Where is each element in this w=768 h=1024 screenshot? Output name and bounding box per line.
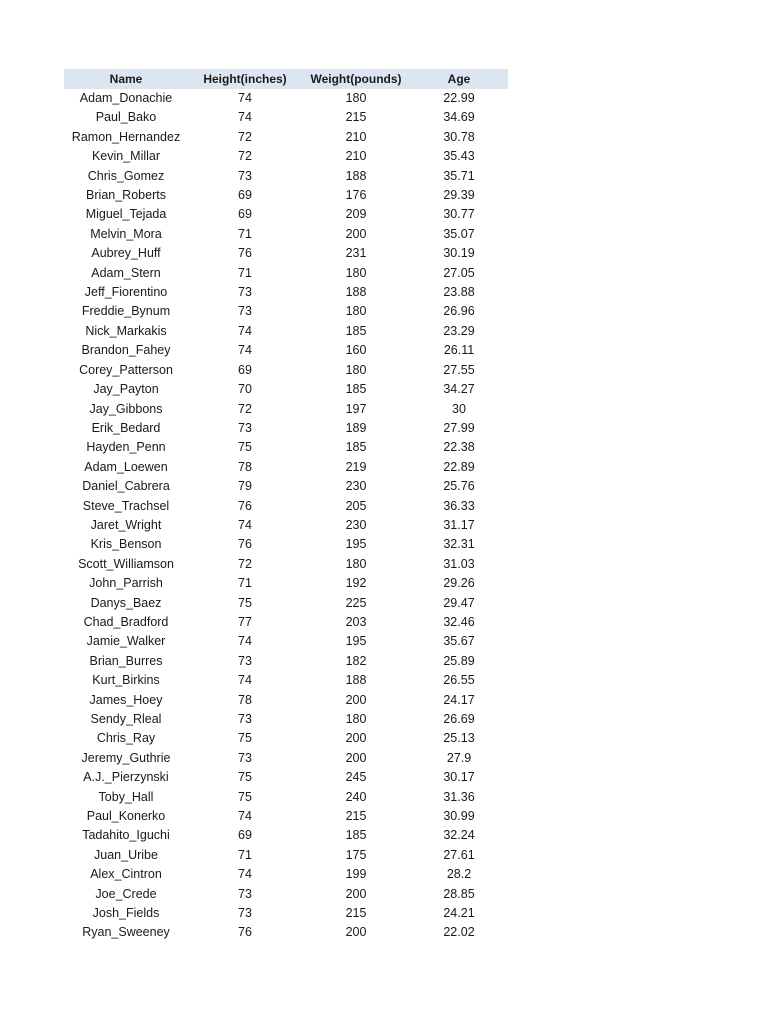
- table-row: [64, 225, 508, 244]
- cell-weight: 219: [345, 459, 367, 474]
- cell-weight: 210: [345, 149, 367, 164]
- cell-height: 73: [238, 712, 252, 726]
- table-row: [64, 477, 508, 496]
- cell-height: 73: [238, 750, 252, 765]
- cell-name: Brandon_Fahey: [81, 343, 171, 358]
- cell-weight: 160: [345, 343, 367, 358]
- cell-height: 74: [238, 343, 252, 358]
- cell-age: 30.77: [443, 207, 475, 222]
- cell-name: Juan_Uribe: [94, 847, 158, 862]
- table-row: [64, 264, 508, 283]
- cell-name: Jeff_Fiorentino: [84, 285, 168, 300]
- cell-height: 76: [238, 925, 252, 940]
- cell-height: 72: [238, 149, 252, 164]
- cell-height: 73: [238, 168, 252, 183]
- table-row: [64, 322, 508, 341]
- cell-height: 72: [238, 556, 252, 571]
- cell-age: 27.55: [443, 362, 475, 377]
- cell-height: 71: [238, 226, 252, 241]
- table-row: [64, 147, 508, 166]
- cell-name: Danys_Baez: [90, 595, 162, 610]
- cell-weight: 200: [345, 692, 367, 707]
- cell-height: 72: [238, 129, 252, 144]
- cell-name: John_Parrish: [89, 576, 163, 591]
- cell-height: 69: [238, 828, 252, 843]
- cell-age: 29.26: [443, 576, 475, 591]
- table-row: [64, 710, 508, 729]
- cell-age: 34.69: [443, 110, 475, 125]
- cell-weight: 209: [345, 207, 367, 222]
- cell-weight: 180: [345, 556, 367, 571]
- cell-name: Joe_Crede: [95, 886, 157, 901]
- table-row: [64, 283, 508, 302]
- table-row: [64, 419, 508, 438]
- cell-age: 29.39: [443, 188, 475, 203]
- cell-age: 23.29: [443, 323, 475, 338]
- cell-name: Kevin_Millar: [91, 149, 161, 164]
- cell-height: 75: [238, 595, 252, 610]
- table-row: [64, 923, 508, 942]
- cell-name: Brian_Burres: [89, 653, 163, 668]
- cell-age: 30.78: [443, 129, 475, 144]
- table-row: [64, 826, 508, 845]
- cell-name: Tadahito_Iguchi: [82, 828, 170, 843]
- table-row: [64, 788, 508, 807]
- cell-weight: 188: [345, 285, 367, 300]
- cell-height: 76: [238, 246, 252, 261]
- cell-age: 22.99: [443, 91, 475, 105]
- table-row: [64, 302, 508, 321]
- cell-age: 27.99: [443, 420, 475, 435]
- cell-age: 23.88: [443, 285, 475, 300]
- cell-height: 73: [238, 653, 252, 668]
- header-age: Age: [447, 72, 471, 86]
- cell-height: 76: [238, 537, 252, 552]
- cell-age: 28.85: [443, 886, 475, 901]
- cell-weight: 195: [345, 537, 367, 552]
- cell-height: 76: [238, 498, 252, 513]
- cell-weight: 230: [345, 479, 367, 494]
- cell-weight: 231: [345, 246, 367, 261]
- cell-name: Chris_Gomez: [87, 168, 165, 183]
- cell-name: Erik_Bedard: [91, 420, 161, 435]
- cell-name: Jay_Gibbons: [89, 401, 163, 416]
- cell-age: 31.17: [443, 517, 475, 532]
- cell-name: Freddie_Bynum: [81, 304, 171, 319]
- cell-name: Adam_Loewen: [84, 459, 168, 474]
- cell-age: 30: [452, 401, 466, 416]
- cell-name: Steve_Trachsel: [82, 498, 170, 513]
- cell-weight: 200: [345, 750, 367, 765]
- cell-name: Brian_Roberts: [86, 188, 166, 203]
- cell-weight: 245: [345, 770, 367, 785]
- cell-weight: 200: [345, 226, 367, 241]
- cell-weight: 240: [345, 789, 367, 804]
- table-row: [64, 768, 508, 787]
- cell-age: 30.19: [443, 246, 475, 261]
- table-row: [64, 652, 508, 671]
- cell-height: 71: [238, 847, 252, 862]
- cell-age: 27.9: [446, 750, 472, 765]
- table-row: [64, 729, 508, 748]
- header-row: [64, 69, 508, 89]
- cell-name: Toby_Hall: [98, 789, 154, 804]
- cell-age: 30.17: [443, 770, 475, 785]
- cell-name: Chris_Ray: [96, 731, 156, 746]
- cell-weight: 215: [345, 110, 367, 125]
- cell-weight: 205: [345, 498, 367, 513]
- table-row: [64, 186, 508, 205]
- cell-age: 26.96: [443, 304, 475, 319]
- table-row: [64, 632, 508, 651]
- cell-height: 74: [238, 323, 252, 338]
- cell-height: 75: [238, 770, 252, 785]
- cell-age: 26.69: [443, 712, 475, 726]
- table-row: [64, 613, 508, 632]
- cell-height: 74: [238, 110, 252, 125]
- header-weight: Weight(pounds): [310, 72, 402, 86]
- cell-age: 29.47: [443, 595, 475, 610]
- cell-weight: 199: [345, 867, 367, 882]
- table-row: [64, 904, 508, 923]
- cell-height: 71: [238, 576, 252, 591]
- cell-height: 72: [238, 401, 252, 416]
- cell-height: 74: [238, 634, 252, 649]
- table-row: [64, 594, 508, 613]
- cell-height: 69: [238, 188, 252, 203]
- cell-name: Josh_Fields: [92, 906, 160, 921]
- cell-weight: 180: [345, 265, 367, 280]
- table-row: [64, 535, 508, 554]
- cell-height: 71: [238, 265, 252, 280]
- cell-age: 35.43: [443, 149, 475, 164]
- cell-weight: 182: [345, 653, 367, 668]
- cell-weight: 215: [345, 809, 367, 824]
- table-row: [64, 574, 508, 593]
- cell-weight: 188: [345, 168, 367, 183]
- cell-height: 77: [238, 614, 252, 629]
- cell-weight: 188: [345, 673, 367, 688]
- cell-name: Corey_Patterson: [79, 362, 173, 377]
- cell-age: 22.89: [443, 459, 475, 474]
- table-row: [64, 438, 508, 457]
- cell-height: 74: [238, 867, 252, 882]
- cell-weight: 203: [345, 614, 367, 629]
- table-row: [64, 128, 508, 147]
- cell-height: 70: [238, 382, 252, 397]
- cell-weight: 197: [345, 401, 367, 416]
- table-row: [64, 749, 508, 768]
- cell-name: Sendy_Rleal: [90, 712, 162, 726]
- cell-name: Ramon_Hernandez: [71, 129, 181, 144]
- cell-age: 30.99: [443, 809, 475, 824]
- cell-name: Ryan_Sweeney: [82, 925, 170, 940]
- cell-age: 32.46: [443, 614, 475, 629]
- cell-age: 26.55: [443, 673, 475, 688]
- cell-height: 75: [238, 731, 252, 746]
- cell-height: 75: [238, 789, 252, 804]
- cell-age: 26.11: [443, 343, 475, 358]
- cell-age: 22.02: [443, 925, 475, 940]
- cell-height: 69: [238, 207, 252, 222]
- table-row: [64, 89, 508, 108]
- cell-height: 74: [238, 809, 252, 824]
- cell-name: Jeremy_Guthrie: [81, 750, 171, 765]
- table-row: [64, 516, 508, 535]
- table-row: [64, 691, 508, 710]
- cell-weight: 180: [345, 362, 367, 377]
- cell-name: Hayden_Penn: [86, 440, 166, 455]
- cell-height: 78: [238, 459, 252, 474]
- table-row: [64, 885, 508, 904]
- table-row: [64, 458, 508, 477]
- table-row: [64, 205, 508, 224]
- cell-height: 79: [238, 479, 252, 494]
- cell-height: 75: [238, 440, 252, 455]
- cell-age: 24.17: [443, 692, 475, 707]
- cell-height: 74: [238, 673, 252, 688]
- cell-name: Daniel_Cabrera: [82, 479, 170, 494]
- cell-name: Kris_Benson: [90, 537, 162, 552]
- cell-weight: 185: [345, 828, 367, 843]
- cell-age: 35.71: [443, 168, 475, 183]
- cell-weight: 176: [345, 188, 367, 203]
- cell-age: 28.2: [446, 867, 472, 882]
- cell-weight: 189: [345, 420, 367, 435]
- table-row: [64, 380, 508, 399]
- cell-height: 74: [238, 91, 252, 105]
- cell-age: 25.89: [443, 653, 475, 668]
- cell-weight: 200: [345, 925, 367, 940]
- table-row: [64, 167, 508, 186]
- table-row: [64, 846, 508, 865]
- table-row: [64, 671, 508, 690]
- cell-age: 27.05: [443, 265, 475, 280]
- cell-age: 25.13: [443, 731, 475, 746]
- cell-height: 74: [238, 517, 252, 532]
- cell-age: 24.21: [443, 906, 475, 921]
- cell-name: Aubrey_Huff: [91, 246, 161, 261]
- cell-weight: 210: [345, 129, 367, 144]
- cell-weight: 195: [345, 634, 367, 649]
- table-row: [64, 807, 508, 826]
- header-height: Height(inches): [203, 72, 287, 86]
- table-row: [64, 244, 508, 263]
- cell-age: 32.31: [443, 537, 475, 552]
- table-row: [64, 555, 508, 574]
- cell-weight: 230: [345, 517, 367, 532]
- cell-height: 73: [238, 886, 252, 901]
- cell-height: 78: [238, 692, 252, 707]
- cell-name: Paul_Bako: [95, 110, 157, 125]
- table-header: [64, 69, 508, 89]
- table-row: [64, 400, 508, 419]
- cell-age: 31.36: [443, 789, 475, 804]
- cell-age: 31.03: [443, 556, 475, 571]
- table-row: [64, 497, 508, 516]
- cell-weight: 180: [345, 91, 367, 105]
- cell-weight: 185: [345, 323, 367, 338]
- cell-age: 25.76: [443, 479, 475, 494]
- cell-weight: 200: [345, 731, 367, 746]
- cell-name: Chad_Bradford: [83, 614, 169, 629]
- cell-weight: 180: [345, 304, 367, 319]
- cell-age: 34.27: [443, 382, 475, 397]
- cell-weight: 192: [345, 576, 367, 591]
- cell-height: 73: [238, 420, 252, 435]
- cell-weight: 200: [345, 886, 367, 901]
- cell-name: Jamie_Walker: [86, 634, 166, 649]
- cell-name: Adam_Donachie: [79, 91, 173, 105]
- cell-name: Melvin_Mora: [90, 226, 162, 241]
- cell-name: Kurt_Birkins: [92, 673, 160, 688]
- cell-age: 32.24: [443, 828, 475, 843]
- cell-age: 35.07: [443, 226, 475, 241]
- cell-name: Jay_Payton: [93, 382, 159, 397]
- header-name: Name: [109, 72, 143, 86]
- cell-name: Jaret_Wright: [90, 517, 162, 532]
- cell-weight: 185: [345, 382, 367, 397]
- cell-weight: 225: [345, 595, 367, 610]
- cell-age: 36.33: [443, 498, 475, 513]
- cell-name: Nick_Markakis: [85, 323, 167, 338]
- cell-weight: 175: [345, 847, 367, 862]
- cell-weight: 180: [345, 712, 367, 726]
- cell-weight: 215: [345, 906, 367, 921]
- table-row: [64, 361, 508, 380]
- cell-age: 27.61: [443, 847, 475, 862]
- cell-age: 35.67: [443, 634, 475, 649]
- cell-height: 69: [238, 362, 252, 377]
- cell-age: 22.38: [443, 440, 475, 455]
- cell-name: Paul_Konerko: [86, 809, 166, 824]
- spreadsheet-page: [64, 69, 508, 943]
- player-table: [64, 69, 508, 943]
- cell-name: Alex_Cintron: [90, 867, 162, 882]
- table-row: [64, 865, 508, 884]
- cell-name: Scott_Williamson: [78, 556, 174, 571]
- cell-name: Adam_Stern: [91, 265, 161, 280]
- cell-weight: 185: [345, 440, 367, 455]
- table-row: [64, 108, 508, 127]
- cell-height: 73: [238, 304, 252, 319]
- cell-name: A.J._Pierzynski: [83, 770, 169, 785]
- cell-name: Miguel_Tejada: [85, 207, 167, 222]
- cell-height: 73: [238, 285, 252, 300]
- cell-name: James_Hoey: [89, 692, 163, 707]
- table-body: [64, 89, 508, 943]
- table-row: [64, 341, 508, 360]
- cell-height: 73: [238, 906, 252, 921]
